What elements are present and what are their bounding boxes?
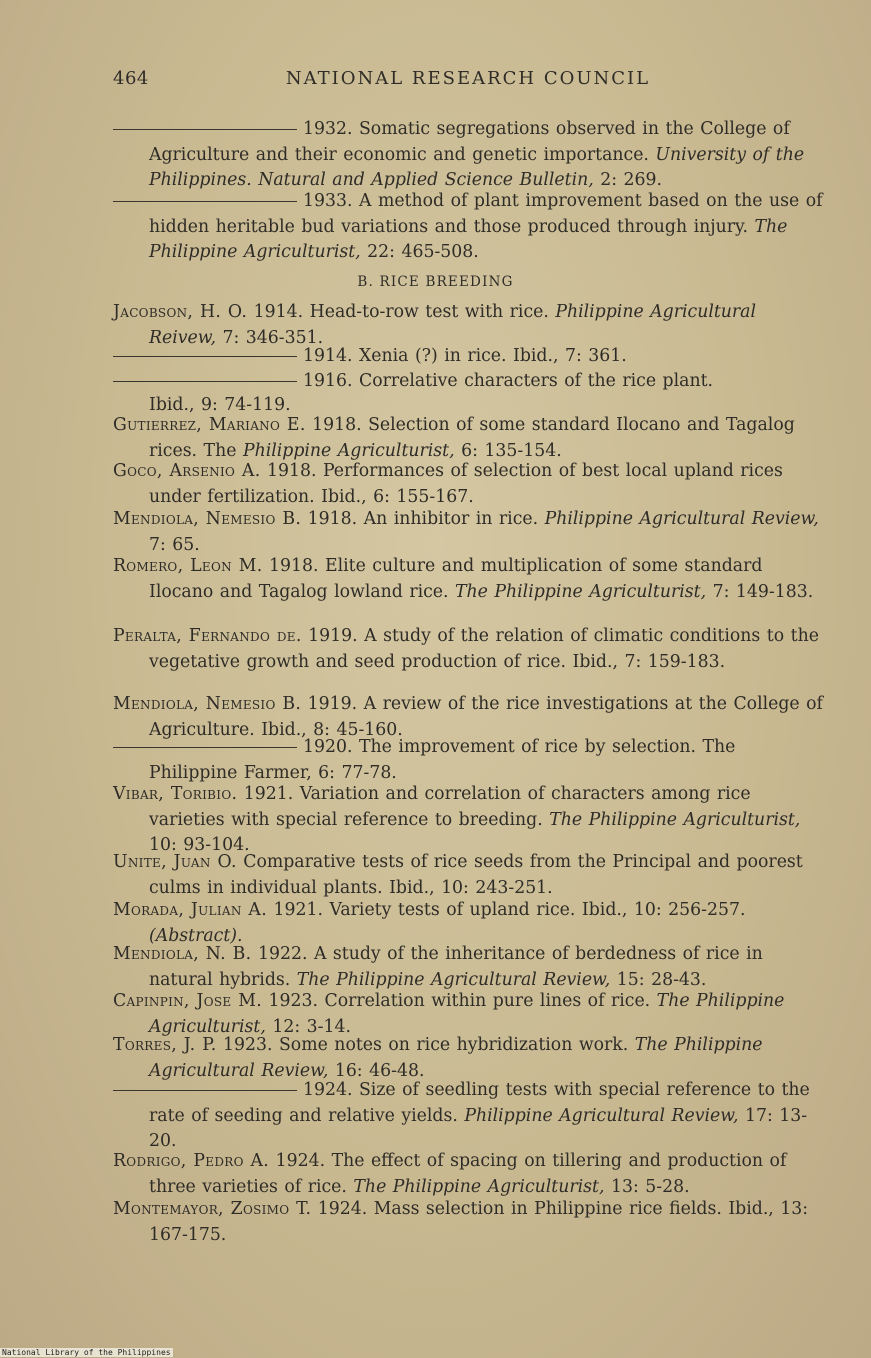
- running-head: NATIONAL RESEARCH COUNCIL: [285, 68, 651, 89]
- bib-entry: 1932. Somatic segregations observed in the College of Agriculture and their economic and genetic importance. University of the Philippines. Natural and Applied Science Bulletin, 2: 269.: [113, 117, 829, 194]
- bib-entry: Capinpin, Jose M. 1923. Correlation within pure lines of rice. The Philippine Agriculturist, 12: 3-14.: [113, 991, 785, 1037]
- ditto-rule: [113, 381, 297, 382]
- bib-entry: Rodrigo, Pedro A. 1924. The effect of spacing on tillering and production of three varieties of rice. The Philippine Agriculturist, 13: 5-28.: [113, 1151, 787, 1197]
- bib-entry: 1920. The improvement of rice by selection. The Philippine Farmer, 6: 77-78.: [113, 735, 829, 786]
- bib-entry: Torres, J. P. 1923. Some notes on rice hybridization work. The Philippine Agricultural Review, 16: 46-48.: [113, 1035, 763, 1081]
- ditto-rule: [113, 1090, 297, 1091]
- bib-entry: Unite, Juan O. Comparative tests of rice seeds from the Principal and poorest culms in individual plants. Ibid., 10: 243-251.: [113, 852, 803, 898]
- bib-entry: Gutierrez, Mariano E. 1918. Selection of some standard Ilocano and Tagalog rices. The Philippine Agriculturist, 6: 135-154.: [113, 415, 795, 461]
- bib-entry: Montemayor, Zosimo T. 1924. Mass selection in Philippine rice fields. Ibid., 13: 167-175.: [113, 1199, 809, 1245]
- bib-entry: Mendiola, Nemesio B. 1918. An inhibitor in rice. Philippine Agricultural Review, 7: 65.: [113, 509, 819, 555]
- ditto-rule: [113, 201, 297, 202]
- section-heading: B. RICE BREEDING: [357, 274, 514, 290]
- page-number: 464: [113, 68, 149, 89]
- bib-entry: Morada, Julian A. 1921. Variety tests of upland rice. Ibid., 10: 256-257. (Abstract).: [113, 900, 746, 946]
- bib-entry: Goco, Arsenio A. 1918. Performances of selection of best local upland rices under fertilization. Ibid., 6: 155-167.: [113, 461, 783, 507]
- bib-entry: 1916. Correlative characters of the rice plant.: [113, 369, 829, 395]
- bib-entry: 1914. Xenia (?) in rice. Ibid., 7: 361.: [113, 344, 829, 370]
- library-watermark: National Library of the Philippines: [2, 1348, 171, 1357]
- bib-entry: 1924. Size of seedling tests with special reference to the rate of seeding and relative yields. Philippine Agricultural Review, 17: 13-20.: [113, 1078, 829, 1155]
- bib-entry: 1933. A method of plant improvement based on the use of hidden heritable bud variations and those produced through injury. The Philippine Agriculturist, 22: 465-508.: [113, 189, 829, 266]
- bib-entry-continuation: Ibid., 9: 74-119.: [149, 395, 291, 415]
- bib-entry: Mendiola, Nemesio B. 1919. A review of the rice investigations at the College of Agriculture. Ibid., 8: 45-160.: [113, 694, 823, 740]
- page-header: [113, 68, 823, 98]
- ditto-rule: [113, 129, 297, 130]
- bib-entry: Peralta, Fernando de. 1919. A study of the relation of climatic conditions to the vegetative growth and seed production of rice. Ibid., 7: 159-183.: [113, 626, 819, 672]
- bib-entry: Vibar, Toribio. 1921. Variation and correlation of characters among rice varieties with special reference to breeding. The Philippine Agriculturist, 10: 93-104.: [113, 784, 801, 856]
- bib-entry: Jacobson, H. O. 1914. Head-to-row test with rice. Philippine Agricultural Reivew, 7: 346-351.: [113, 302, 757, 348]
- ditto-rule: [113, 747, 297, 748]
- bib-entry: Romero, Leon M. 1918. Elite culture and multiplication of some standard Ilocano and Tagalog lowland rice. The Philippine Agriculturist, 7: 149-183.: [113, 556, 814, 602]
- ditto-rule: [113, 356, 297, 357]
- bib-entry: Mendiola, N. B. 1922. A study of the inheritance of berdedness of rice in natural hybrids. The Philippine Agricultural Review, 15: 28-43.: [113, 944, 763, 990]
